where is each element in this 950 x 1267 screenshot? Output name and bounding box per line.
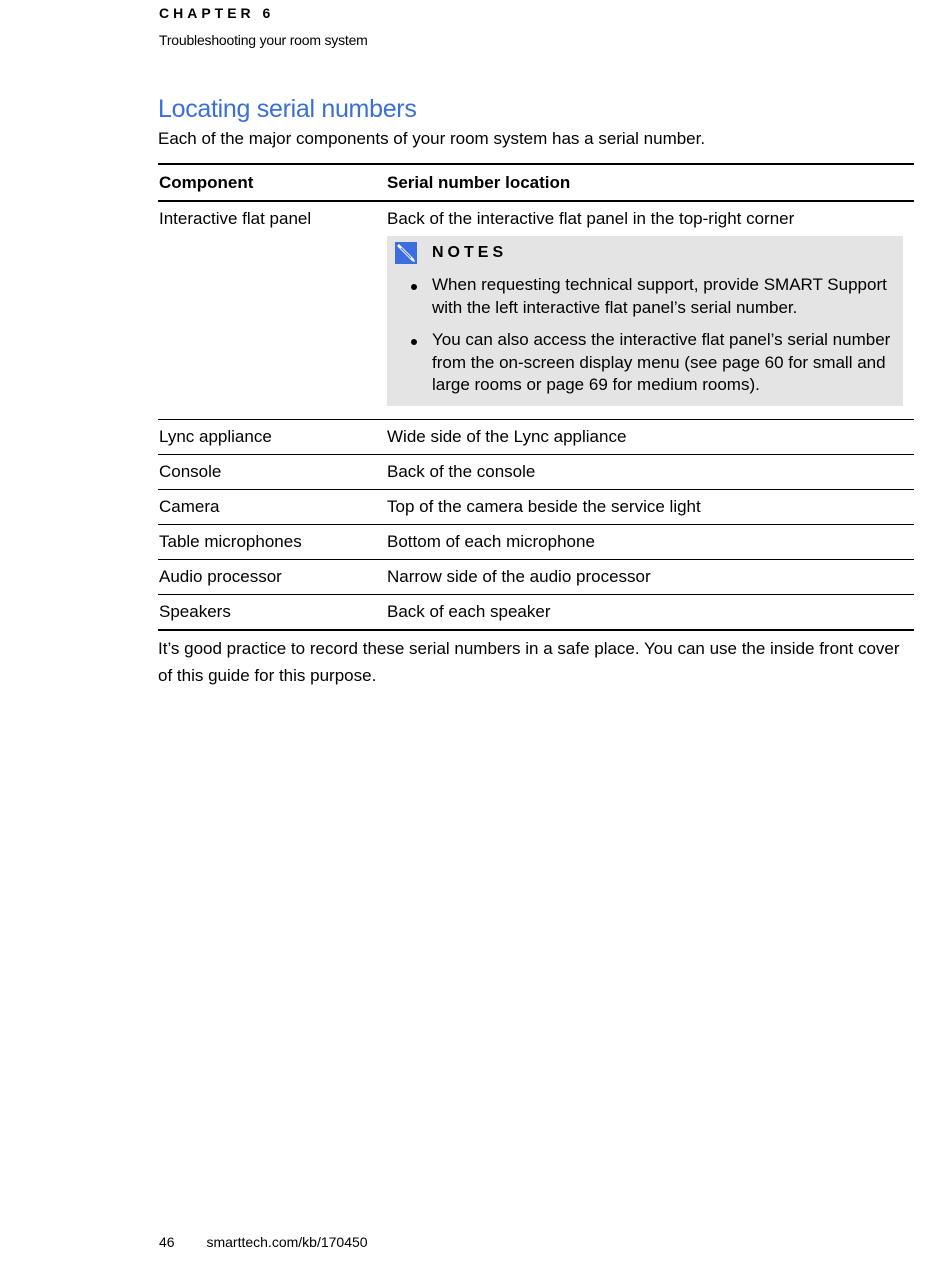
location-cell: Back of the console (386, 454, 914, 489)
bullet-icon (411, 284, 417, 290)
component-cell: Speakers (158, 594, 386, 630)
component-cell: Camera (158, 489, 386, 524)
table-row (158, 524, 914, 559)
component-cell: Console (158, 454, 386, 489)
location-text: Back of the interactive flat panel in the top-right corner (387, 209, 795, 228)
notes-title: NOTES (432, 244, 508, 261)
note-text: When requesting technical support, provide SMART Support with the left interactive flat panel’s serial number. (432, 275, 887, 317)
component-cell: Lync appliance (158, 419, 386, 454)
location-cell: Wide side of the Lync appliance (386, 419, 914, 454)
component-cell: Table microphones (158, 524, 386, 559)
section-title: Locating serial numbers (158, 95, 417, 123)
page-number: 46 (159, 1234, 175, 1250)
footer-url: smarttech.com/kb/170450 (206, 1234, 368, 1250)
table-row (158, 419, 914, 454)
closing-paragraph: It’s good practice to record these serial numbers in a safe place. You can use the inside front cover of this guide for this purpose. (158, 639, 900, 685)
chapter-label: CHAPTER 6 (159, 5, 275, 21)
pencil-note-icon (395, 242, 417, 264)
notes-header (395, 242, 893, 264)
table-row (158, 201, 914, 419)
table-row (158, 594, 914, 630)
bullet-icon (411, 339, 417, 345)
location-cell: Narrow side of the audio processor (386, 559, 914, 594)
table-row (158, 454, 914, 489)
table-row (158, 559, 914, 594)
note-text: You can also access the interactive flat panel’s serial number from the on-screen display menu (see page 60 for small and large rooms or page 69 for medium rooms). (432, 330, 891, 394)
notes-list (395, 274, 893, 397)
table-row (158, 489, 914, 524)
column-header-location: Serial number location (386, 164, 914, 201)
note-item (395, 329, 893, 397)
component-cell: Audio processor (158, 559, 386, 594)
location-cell: Back of each speaker (386, 594, 914, 630)
note-item (395, 274, 893, 319)
notes-box (387, 236, 903, 406)
serial-number-table (158, 163, 914, 631)
section-intro: Each of the major components of your room system has a serial number. (158, 129, 706, 148)
chapter-title: Troubleshooting your room system (159, 32, 368, 48)
location-cell-with-notes (386, 201, 914, 419)
location-cell: Top of the camera beside the service light (386, 489, 914, 524)
column-header-component: Component (158, 164, 386, 201)
table-header-row (158, 164, 914, 201)
page-footer (159, 1234, 368, 1250)
location-cell: Bottom of each microphone (386, 524, 914, 559)
component-cell: Interactive flat panel (158, 201, 386, 419)
